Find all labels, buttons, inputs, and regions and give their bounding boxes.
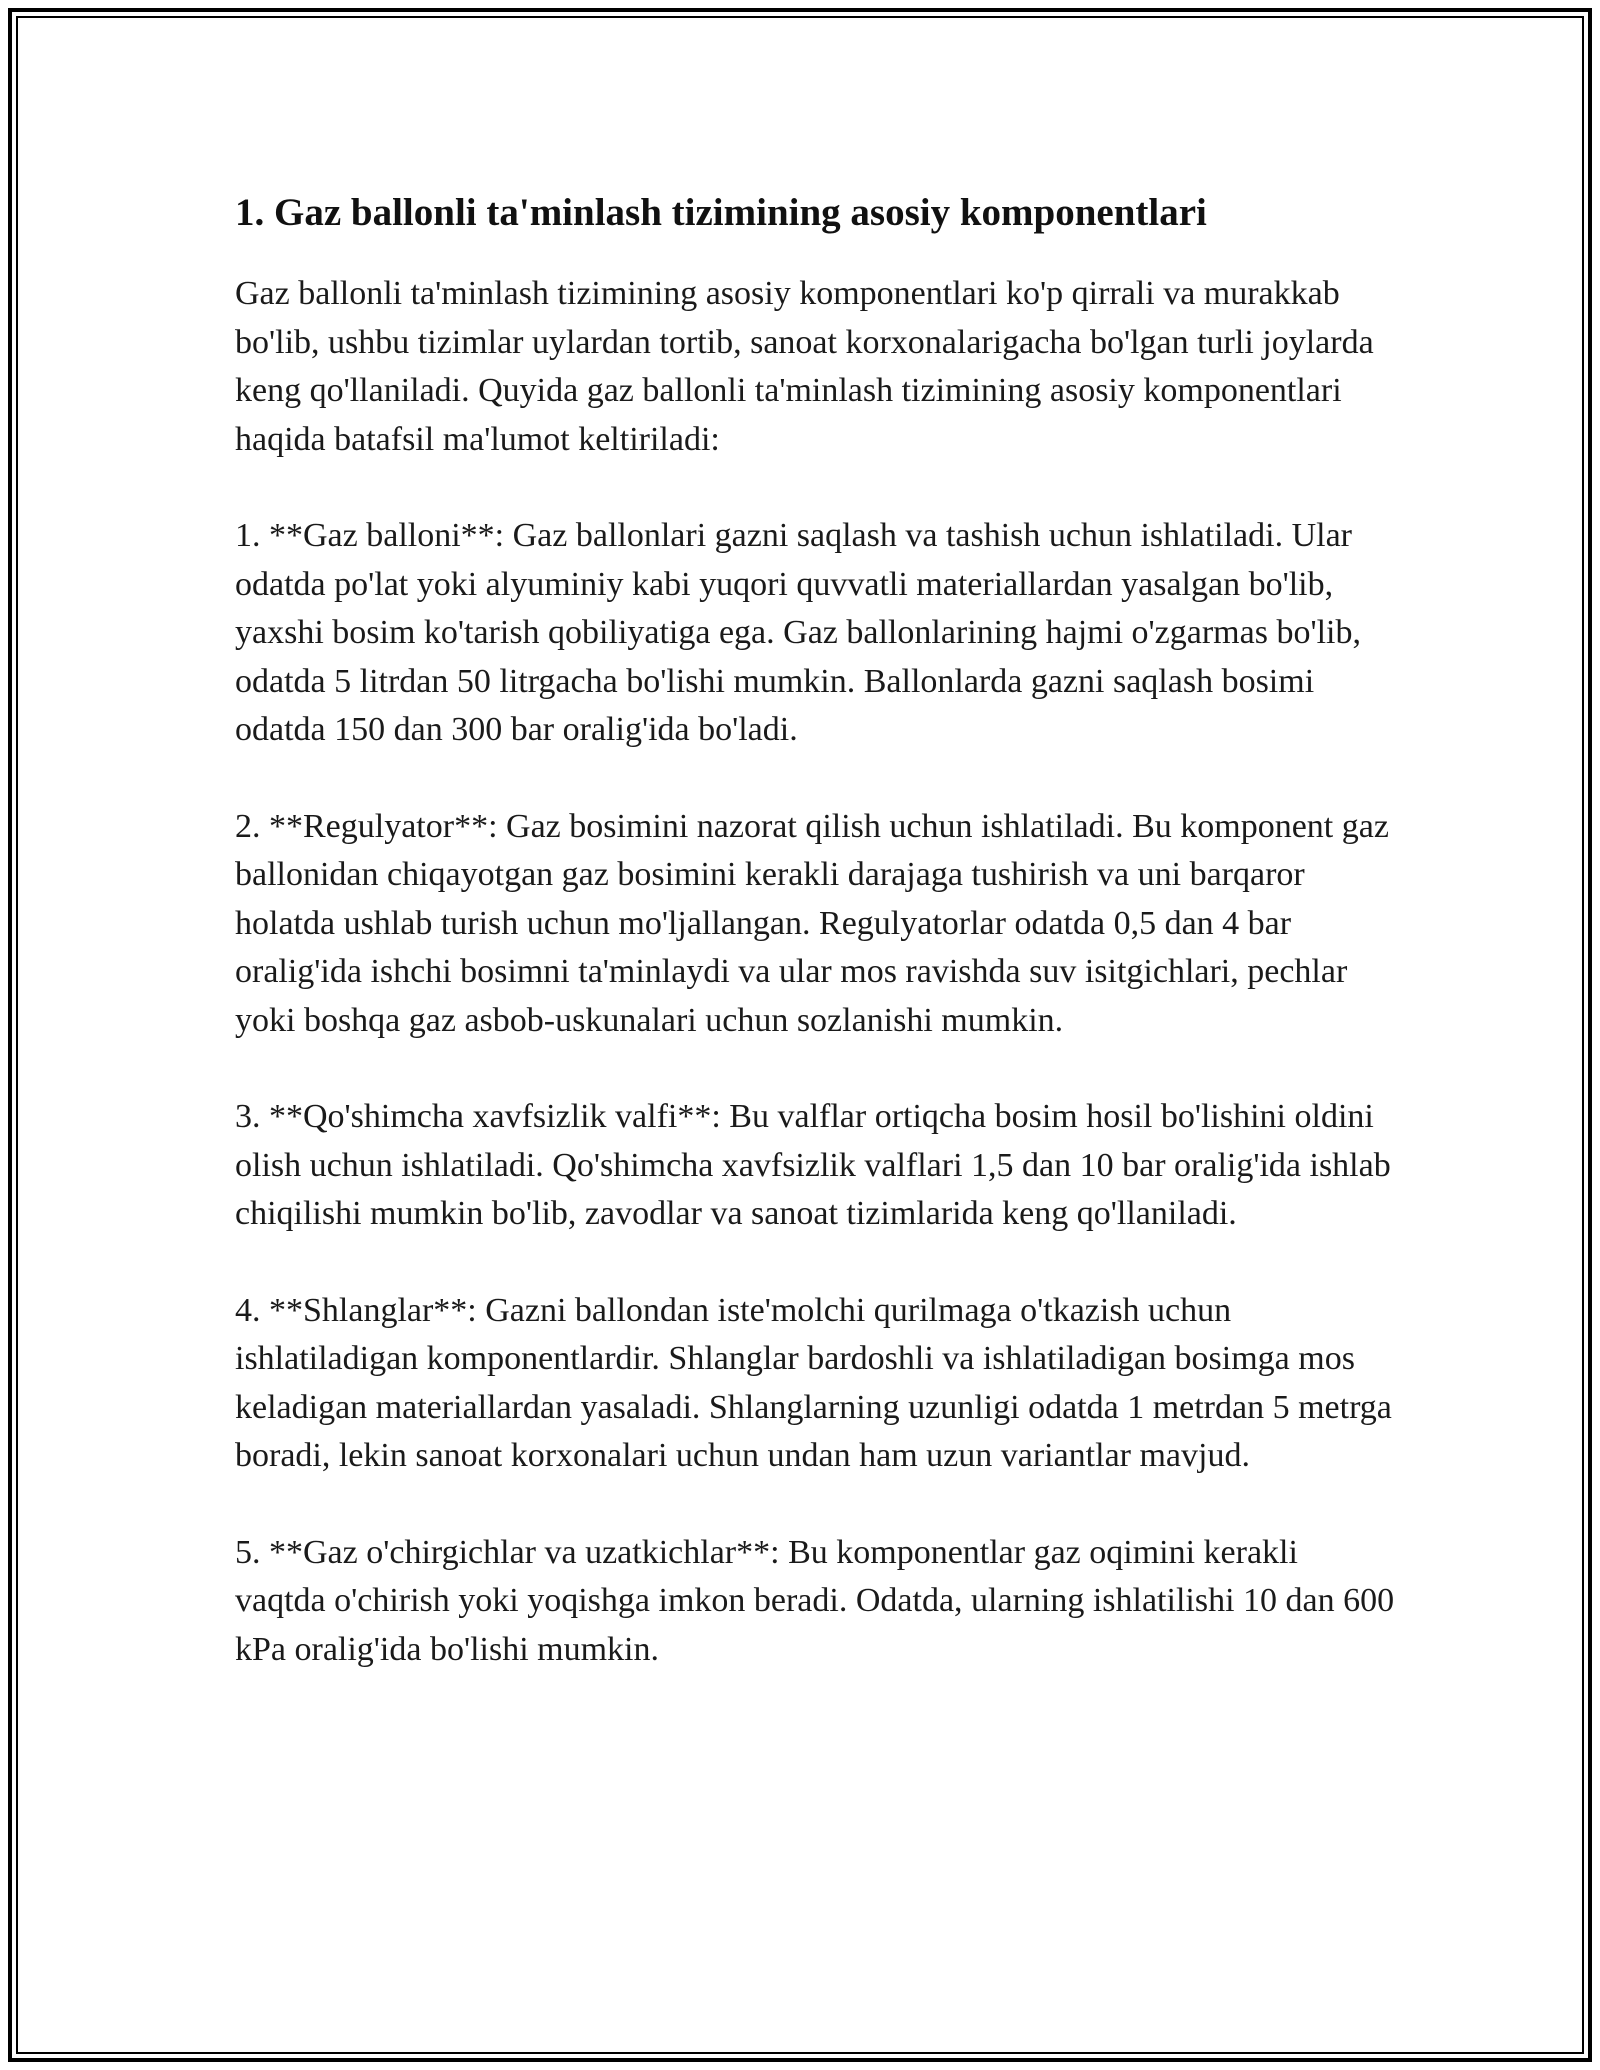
paragraph-gas-cylinder: 1. **Gaz balloni**: Gaz ballonlari gazni saqlash va tashish uchun ishlatiladi. Ular odatda po'lat yoki alyuminiy kabi yuqori quvvatli materiallardan yasalgan bo'lib, yaxshi bosim ko'tarish qobiliyatiga ega. Gaz ballonlarining hajmi o'zgarmas bo'lib, odatda 5 litrdan 50 litrgacha bo'lishi mumkin. Ballonlarda gazni saqlash bosimi odatda 150 dan 300 bar oralig'ida bo'ladi. <box>235 517 1361 748</box>
paragraph-shutoff-valves: 5. **Gaz o'chirgichlar va uzatkichlar**: Bu komponentlar gaz oqimini kerakli vaqtda o'chirish yoki yoqishga imkon beradi. Odatda, ularning ishlatilishi 10 dan 600 kPa oralig'ida bo'lishi mumkin. <box>235 1533 1395 1668</box>
section-heading: 1. Gaz ballonli ta'minlash tizimining asosiy komponentlari <box>235 191 1207 234</box>
paragraph-safety-valve: 3. **Qo'shimcha xavfsizlik valfi**: Bu valflar ortiqcha bosim hosil bo'lishini oldini olish uchun ishlatiladi. Qo'shimcha xavfsizlik valflari 1,5 dan 10 bar oralig'ida ishlab chiqilishi mumkin bo'lib, zavodlar va sanoat tizimlarida keng qo'llaniladi. <box>235 1098 1391 1232</box>
intro-paragraph: Gaz ballonli ta'minlash tizimining asosiy komponentlari ko'p qirrali va murakkab bo'lib, ushbu tizimlar uylardan tortib, sanoat korxonalarigacha bo'lgan turli joylarda keng qo'llaniladi. Quyida gaz ballonli ta'minlash tizimining asosiy komponentlari haqida batafsil ma'lumot keltiriladi: <box>235 275 1374 458</box>
paragraph-regulator: 2. **Regulyator**: Gaz bosimini nazorat qilish uchun ishlatiladi. Bu komponent gaz ballonidan chiqayotgan gaz bosimini kerakli darajaga tushirish va uni barqaror holatda ushlab turish uchun mo'ljallangan. Regulyatorlar odatda 0,5 dan 4 bar oralig'ida ishchi bosimni ta'minlaydi va ular mos ravishda suv isitgichlari, pechlar yoki boshqa gaz asbob-uskunalari uchun sozlanishi mumkin. <box>235 807 1389 1039</box>
document-body <box>235 182 1395 1722</box>
paragraph-hoses: 4. **Shlanglar**: Gazni ballondan iste'molchi qurilmaga o'tkazish uchun ishlatiladigan komponentlardir. Shlanglar bardoshli va ishlatiladigan bosimga mos keladigan materiallardan yasaladi. Shlanglarning uzunligi odatda 1 metrdan 5 metrga boradi, lekin sanoat korxonalari uchun undan ham uzun variantlar mavjud. <box>235 1291 1392 1474</box>
